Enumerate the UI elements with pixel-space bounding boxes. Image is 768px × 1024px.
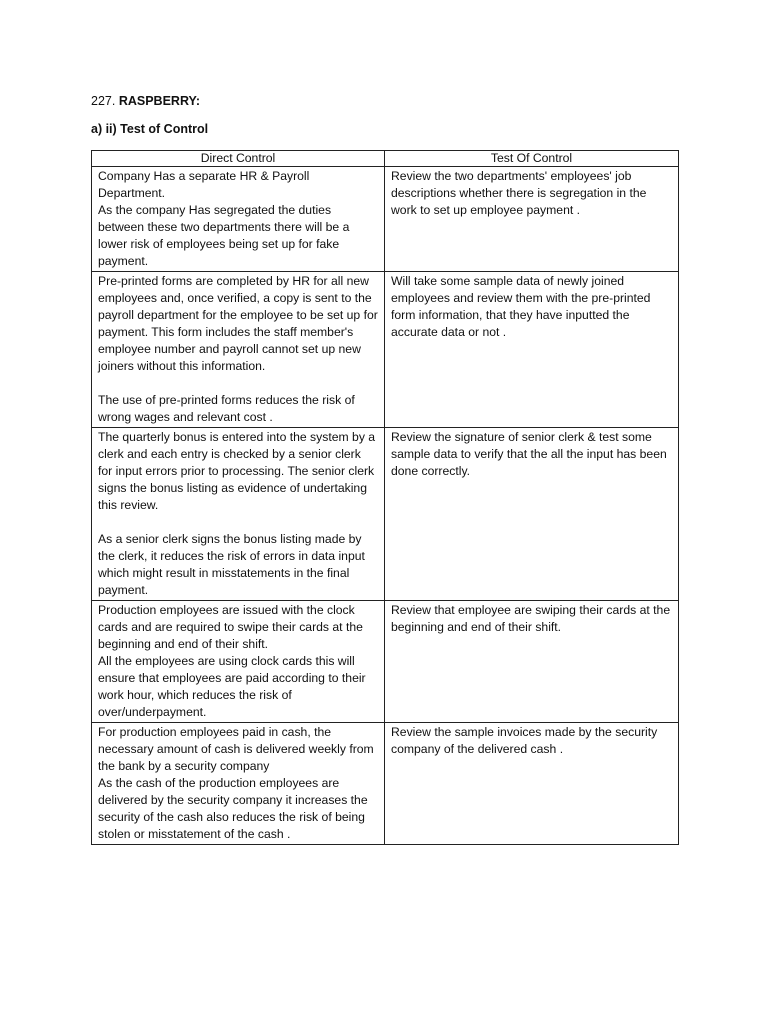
header-test-of-control: Test Of Control — [385, 151, 679, 167]
header-direct-control: Direct Control — [92, 151, 385, 167]
question-heading — [91, 94, 200, 108]
table-row — [92, 601, 679, 723]
test-of-control-cell: Review the two departments' employees' job descriptions whether there is segregation in the work to set up employee payment . — [385, 167, 679, 272]
test-of-control-cell: Review that employee are swiping their cards at the beginning and end of their shift. — [385, 601, 679, 723]
direct-control-cell — [92, 167, 385, 272]
subheading: a) ii) Test of Control — [91, 122, 209, 136]
table-row — [92, 272, 679, 428]
cell-spacer — [98, 375, 378, 392]
cell-paragraph: All the employees are using clock cards this will ensure that employees are paid according to their work hour, which reduces the risk of over/underpayment. — [98, 654, 366, 719]
cell-paragraph: Company Has a separate HR & Payroll Department. — [98, 169, 310, 200]
test-of-control-cell: Review the signature of senior clerk & test some sample data to verify that the all the input has been done correctly. — [385, 428, 679, 601]
table-row — [92, 167, 679, 272]
table-row — [92, 723, 679, 845]
cell-paragraph: Production employees are issued with the clock cards and are required to swipe their cards at the beginning and end of their shift. — [98, 603, 363, 651]
test-of-control-cell: Will take some sample data of newly joined employees and review them with the pre-printed form information, that they have inputted the accurate data or not . — [385, 272, 679, 428]
test-of-control-table — [91, 150, 679, 845]
question-name: RASPBERRY: — [118, 94, 201, 108]
table-header-row — [92, 151, 679, 167]
cell-paragraph: The use of pre-printed forms reduces the risk of wrong wages and relevant cost . — [98, 393, 355, 424]
cell-paragraph: For production employees paid in cash, the necessary amount of cash is delivered weekly from the bank by a security company — [98, 725, 374, 773]
cell-paragraph: Pre-printed forms are completed by HR for all new employees and, once verified, a copy is sent to the payroll department for the employee to be set up for payment. This form includes the staff member's employee number and payroll cannot set up new joiners without this information. — [98, 274, 378, 373]
cell-paragraph: As the cash of the production employees are delivered by the security company it increases the security of the cash also reduces the risk of being stolen or misstatement of the cash . — [98, 776, 368, 841]
cell-paragraph: As the company Has segregated the duties between these two departments there will be a lower risk of employees being set up for fake payment. — [98, 203, 350, 268]
test-of-control-cell: Review the sample invoices made by the security company of the delivered cash . — [385, 723, 679, 845]
direct-control-cell — [92, 723, 385, 845]
direct-control-cell — [92, 428, 385, 601]
question-number: 227. — [91, 94, 116, 108]
cell-paragraph: The quarterly bonus is entered into the system by a clerk and each entry is checked by a senior clerk for input errors prior to processing. The senior clerk signs the bonus listing as evidence of undertaking this review. — [98, 430, 376, 512]
cell-spacer — [98, 514, 378, 531]
direct-control-cell — [92, 601, 385, 723]
table-row — [92, 428, 679, 601]
direct-control-cell — [92, 272, 385, 428]
cell-paragraph: As a senior clerk signs the bonus listing made by the clerk, it reduces the risk of errors in data input which might result in misstatements in the final payment. — [98, 532, 365, 597]
